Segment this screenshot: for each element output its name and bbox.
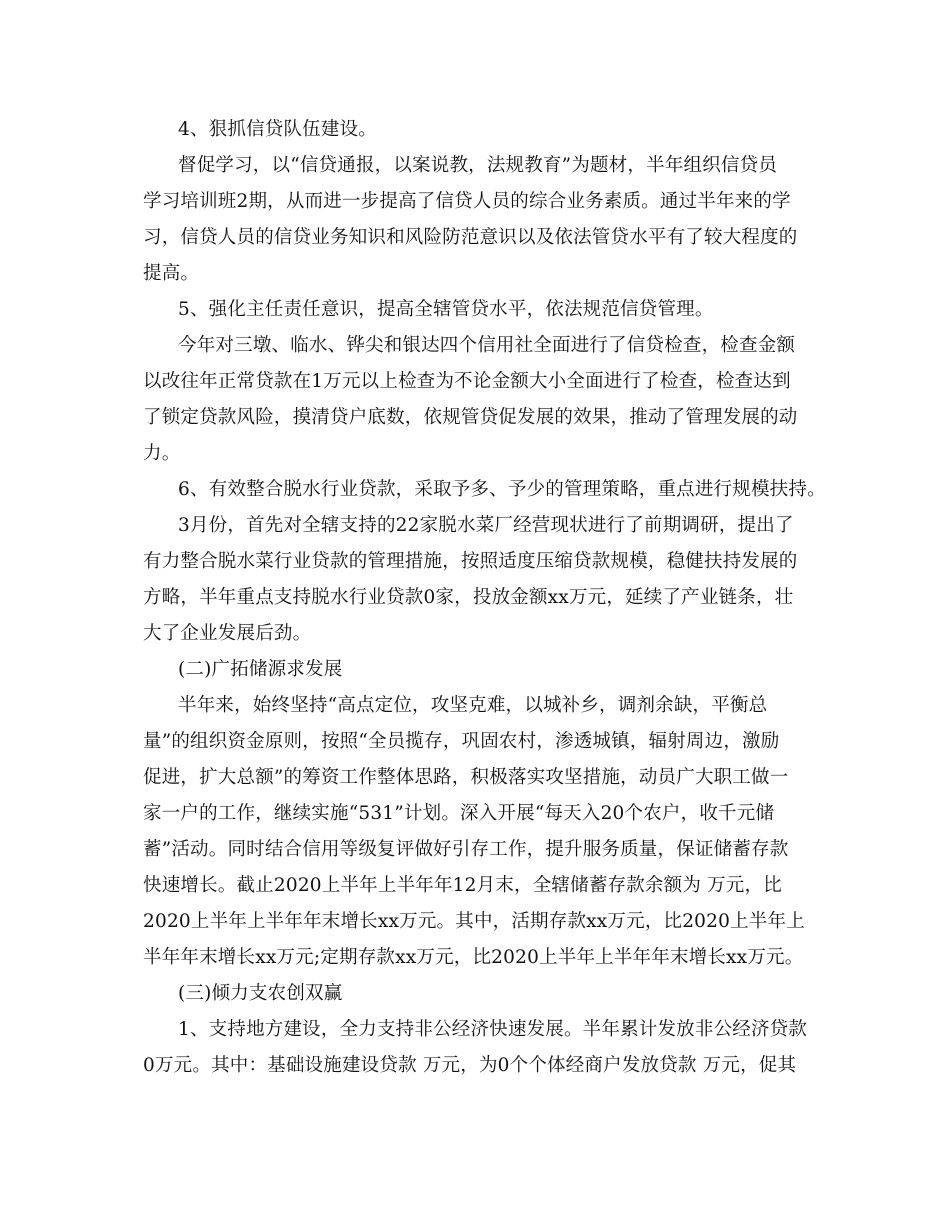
heading-item-5: 5、强化主任责任意识，提高全辖管贷水平，依法规范信贷管理。 bbox=[178, 299, 714, 320]
paragraph-line: 提高。 bbox=[143, 263, 200, 284]
paragraph-line: 习，信贷人员的信贷业务知识和风险防范意识以及依法管贷水平有了较大程度的 bbox=[143, 227, 798, 248]
paragraph-line: 3月份，首先对全辖支持的22家脱水菜厂经营现状进行了前期调研，提出了 bbox=[178, 515, 794, 536]
paragraph-line: 了锁定贷款风险，摸清贷户底数，依规管贷促发展的效果，推动了管理发展的动 bbox=[143, 407, 798, 428]
paragraph-line: 学习培训班2期，从而进一步提高了信贷人员的综合业务素质。通过半年来的学 bbox=[143, 191, 791, 212]
paragraph-line: 0万元。其中：基础设施建设贷款 万元，为0个个体经商户发放贷款 万元，促其 bbox=[143, 1055, 797, 1076]
paragraph-line: 2020上半年上半年年末增长xx万元。其中，活期存款xx万元，比2020上半年上 bbox=[143, 911, 805, 932]
paragraph-line: 半年年末增长xx万元;定期存款xx万元，比2020上半年上半年年末增长xx万元。 bbox=[143, 947, 804, 968]
heading-item-4: 4、狠抓信贷队伍建设。 bbox=[178, 119, 377, 140]
section-heading: (三)倾力支农创双赢 bbox=[178, 983, 343, 1004]
paragraph-line: 督促学习，以“信贷通报，以案说教，法规教育”为题材，半年组织信贷员 bbox=[178, 155, 778, 176]
paragraph-line: 以改往年正常贷款在1万元以上检查为不论金额大小全面进行了检查，检查达到 bbox=[143, 371, 791, 392]
paragraph-line: 蓄”活动。同时结合信用等级复评做好引存工作，提升服务质量，保证储蓄存款 bbox=[143, 839, 789, 860]
section-heading: (二)广拓储源求发展 bbox=[178, 659, 343, 680]
paragraph-line: 量”的组织资金原则，按照“全员揽存，巩固农村，渗透城镇，辐射周边，激励 bbox=[143, 731, 780, 752]
paragraph-line: 促进，扩大总额”的筹资工作整体思路，积极落实攻坚措施，动员广大职工做一 bbox=[143, 767, 789, 788]
paragraph-line: 今年对三墩、临水、铧尖和银达四个信用社全面进行了信贷检查，检查金额 bbox=[178, 335, 796, 356]
paragraph-line: 家一户的工作，继续实施“531”计划。深入开展“每天入20个农户，收千元储 bbox=[143, 803, 775, 824]
paragraph-line: 有力整合脱水菜行业贷款的管理措施，按照适度压缩贷款规模，稳健扶持发展的 bbox=[143, 551, 798, 572]
paragraph-line: 方略，半年重点支持脱水行业贷款0家，投放金额xx万元，延续了产业链条，壮 bbox=[143, 587, 794, 608]
paragraph-line: 力。 bbox=[143, 443, 181, 464]
paragraph-line: 半年来，始终坚持“高点定位，攻坚克难，以城补乡，调剂余缺，平衡总 bbox=[178, 695, 768, 716]
heading-item-6: 6、有效整合脱水行业贷款，采取予多、予少的管理策略，重点进行规模扶持。 bbox=[178, 479, 826, 500]
paragraph-line: 大了企业发展后劲。 bbox=[143, 623, 312, 644]
heading-item-1: 1、支持地方建设，全力支持非公经济快速发展。半年累计发放非公经济贷款 bbox=[178, 1019, 808, 1040]
paragraph-line: 快速增长。截止2020上半年上半年年12月末，全辖储蓄存款余额为 万元，比 bbox=[143, 875, 782, 896]
